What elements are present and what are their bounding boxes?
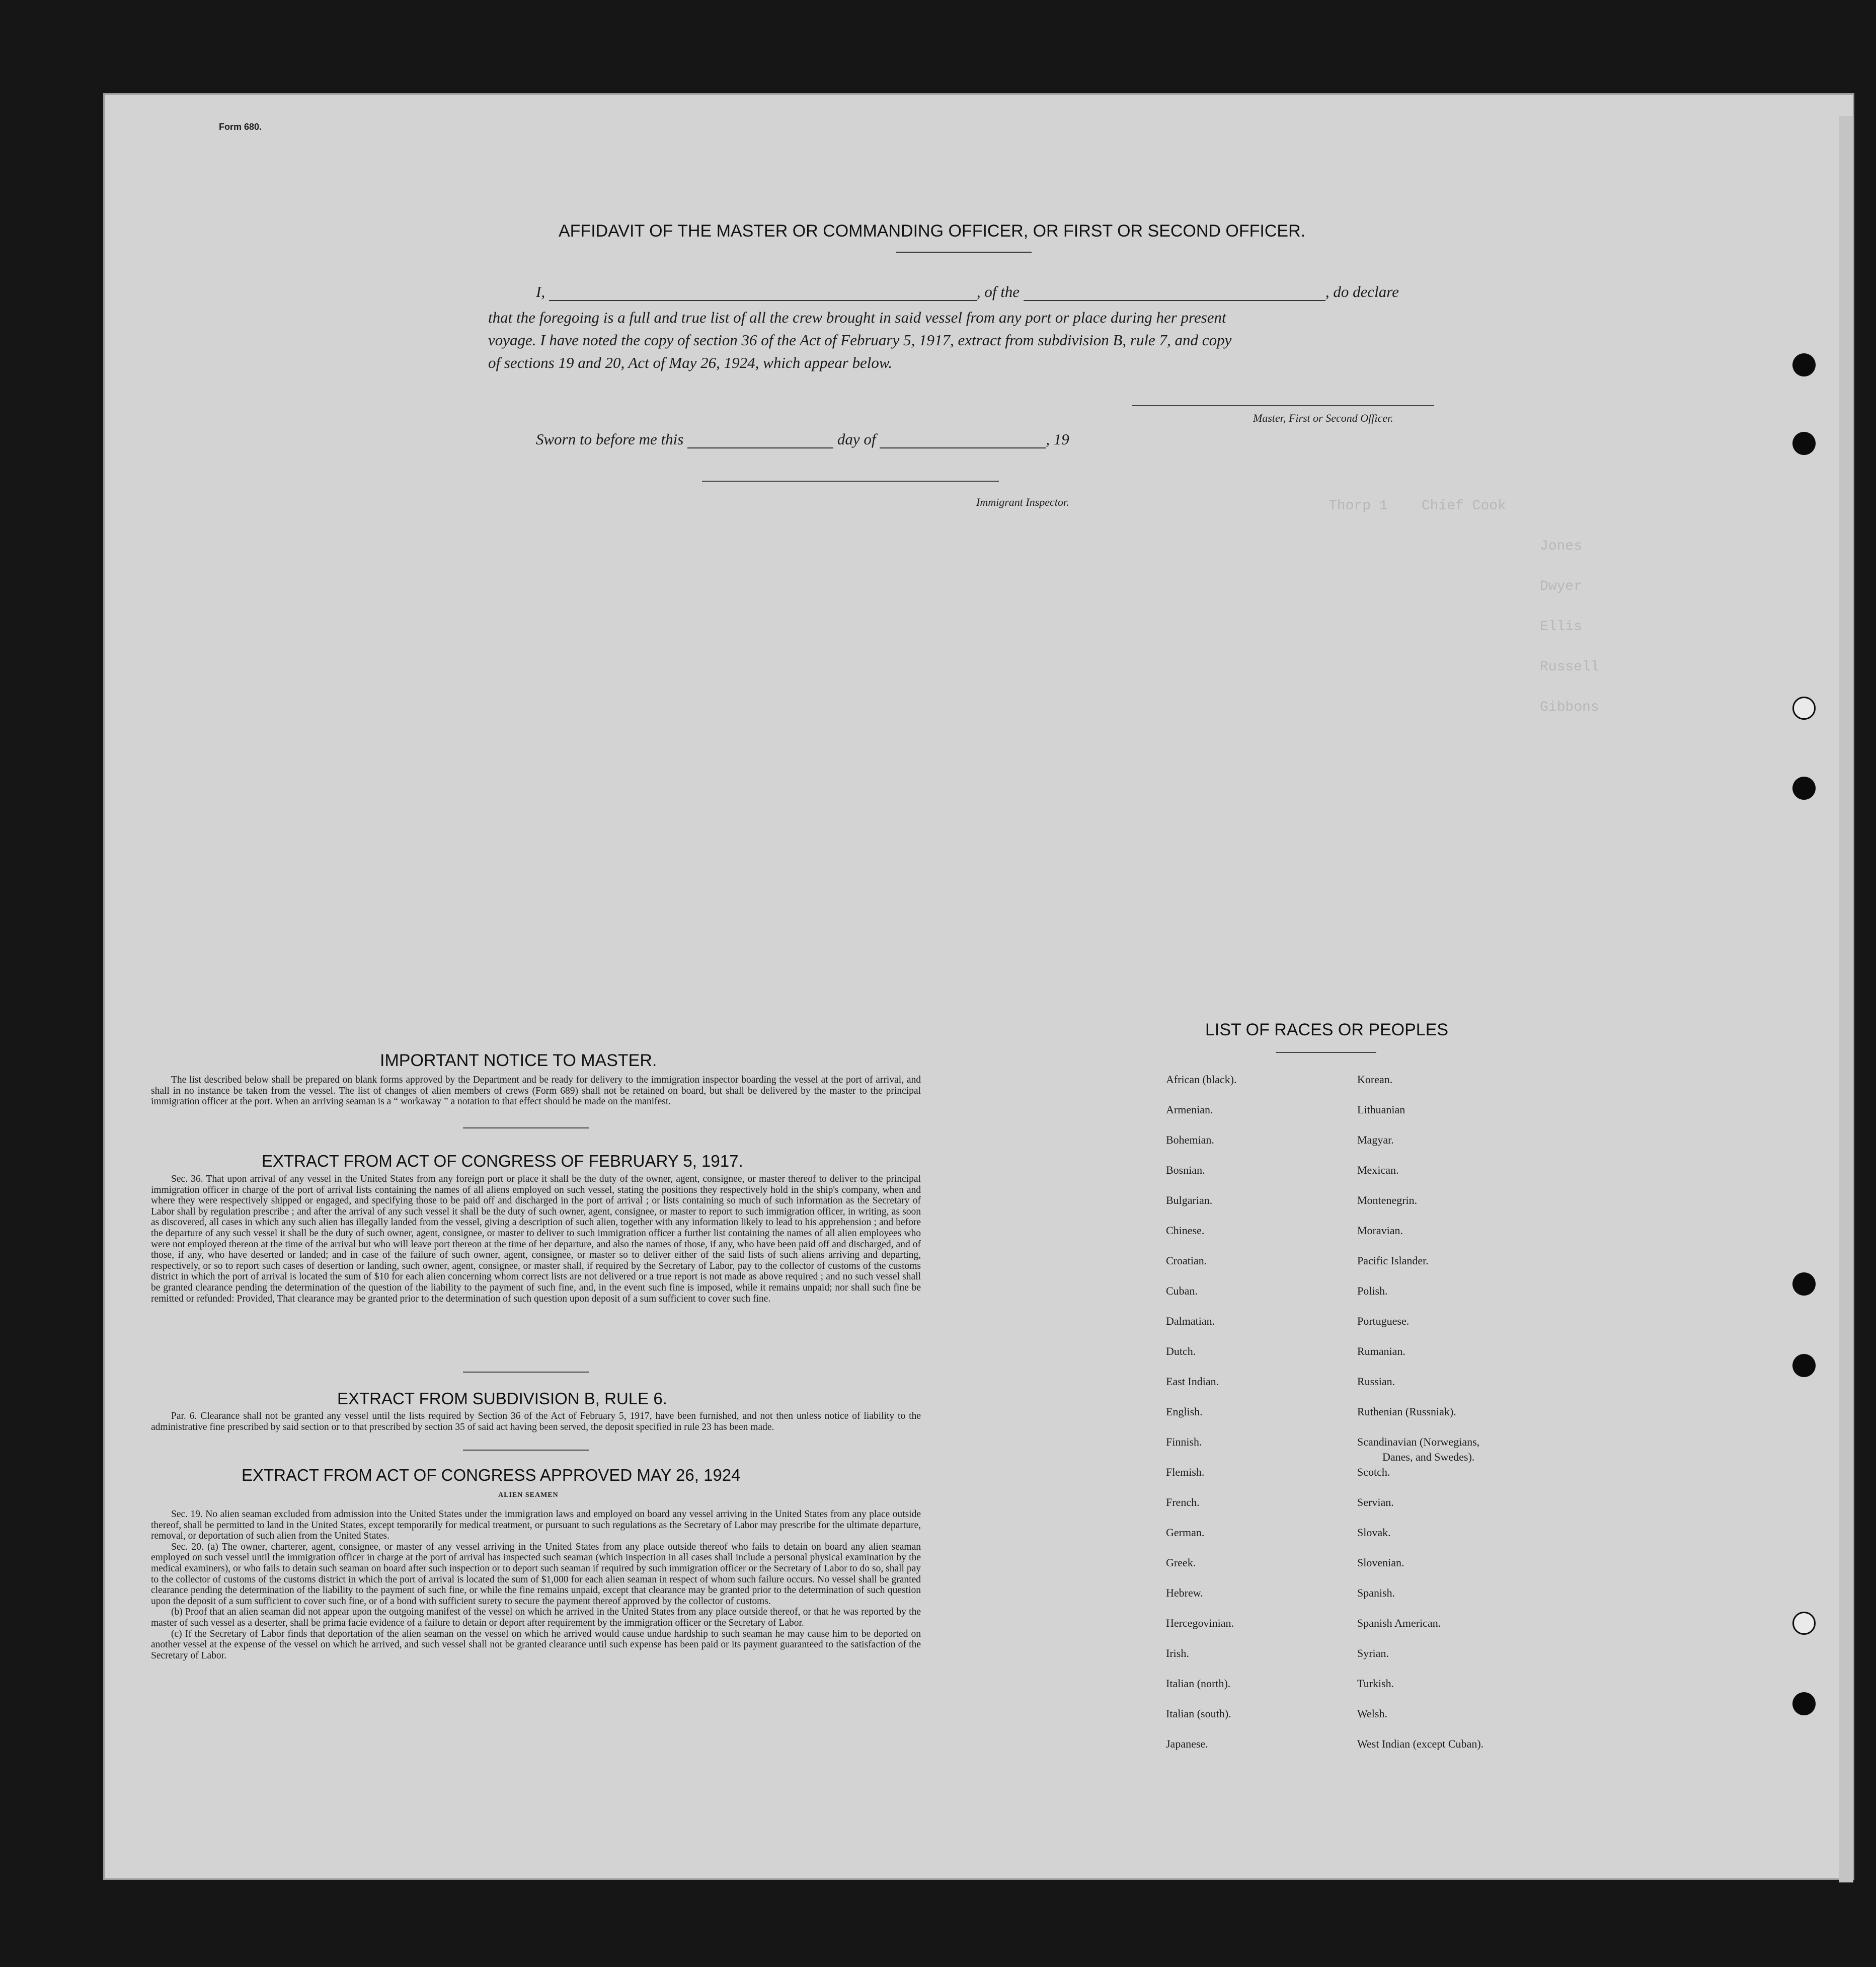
race-item: African (black). xyxy=(1166,1073,1237,1086)
race-item: Bulgarian. xyxy=(1166,1194,1213,1206)
race-item-continuation: Danes, and Swedes). xyxy=(1382,1451,1475,1463)
race-item: Greek. xyxy=(1166,1556,1196,1569)
race-item: West Indian (except Cuban). xyxy=(1357,1737,1484,1750)
race-item: Spanish American. xyxy=(1357,1617,1441,1629)
divider xyxy=(463,1450,589,1451)
race-item: Japanese. xyxy=(1166,1737,1208,1750)
extract-1917-title: EXTRACT FROM ACT OF CONGRESS OF FEBRUARY 5, 1917. xyxy=(262,1152,743,1170)
sworn-day-field[interactable] xyxy=(687,447,833,448)
affidavit-line-4: of sections 19 and 20, Act of May 26, 1924, which appear below. xyxy=(488,354,893,371)
races-left-column xyxy=(1166,1073,1236,1768)
vessel-field[interactable] xyxy=(1024,300,1325,301)
affidavit-of-the: , of the xyxy=(976,283,1020,300)
affidavit-line-3: voyage. I have noted the copy of section 36 of the Act of February 5, 1917, extract from subdivision B, rule 7, and copy xyxy=(488,331,1232,349)
race-item: Magyar. xyxy=(1357,1133,1394,1146)
sec-20b-paragraph: (b) Proof that an alien seaman did not appear upon the outgoing manifest of the vessel on which he arrived in the United States from any place outside thereof, or that he was reported by the master of such vessel as a deserter, shall be prima facie evidence of a failure to detain or deport after requirement by the immigration officer or the Secretary of Labor. xyxy=(151,1607,921,1628)
race-item: Rumanian. xyxy=(1357,1345,1405,1357)
affidavit-line-1 xyxy=(536,283,1399,301)
notice-text xyxy=(151,1075,921,1107)
affidavit-i: I, xyxy=(536,283,545,300)
race-item: Armenian. xyxy=(1166,1103,1213,1116)
binder-hole-icon xyxy=(1792,353,1816,376)
race-item: Italian (south). xyxy=(1166,1707,1231,1720)
race-item: Hercegovinian. xyxy=(1166,1617,1234,1629)
race-item: English. xyxy=(1166,1405,1203,1418)
bleed-through-text: Dwyer xyxy=(1540,579,1583,594)
race-item: Finnish. xyxy=(1166,1435,1202,1448)
race-item: Pacific Islander. xyxy=(1357,1254,1429,1267)
inspector-signature-label: Immigrant Inspector. xyxy=(976,496,1069,508)
race-item: German. xyxy=(1166,1526,1205,1539)
binder-hole-icon xyxy=(1792,777,1816,800)
affidavit-do-declare: , do declare xyxy=(1325,283,1399,300)
race-item: Cuban. xyxy=(1166,1284,1198,1297)
race-item: Korean. xyxy=(1357,1073,1393,1086)
race-item: Scandinavian (Norwegians, xyxy=(1357,1435,1480,1448)
race-item: Slovenian. xyxy=(1357,1556,1404,1569)
affidavit-title: AFFIDAVIT OF THE MASTER OR COMMANDING OFFICER, OR FIRST OR SECOND OFFICER. xyxy=(559,221,1306,241)
race-item: French. xyxy=(1166,1496,1200,1508)
rule6-paragraph: Par. 6. Clearance shall not be granted any vessel until the lists required by Section 36 of the Act of February 5, 1917, have been furnished, and not then unless notice of liability to the administrative fine prescribed by said section or to that prescribed by section 35 of said act having been served, the deposit specified in rule 23 has been made. xyxy=(151,1411,921,1432)
race-item: Servian. xyxy=(1357,1496,1394,1508)
bleed-through-text: Thorp 1 Chief Cook xyxy=(1328,498,1506,514)
form-number: Form 680. xyxy=(219,122,262,132)
race-item: Lithuanian xyxy=(1357,1103,1405,1116)
divider xyxy=(463,1372,589,1373)
sworn-line xyxy=(536,430,1069,448)
extract-rule6-title: EXTRACT FROM SUBDIVISION B, RULE 6. xyxy=(337,1389,667,1408)
sworn-day-of: day of xyxy=(837,430,876,448)
bleed-through-text: Jones xyxy=(1540,539,1583,554)
master-signature-line[interactable] xyxy=(1132,405,1434,406)
race-item: Portuguese. xyxy=(1357,1315,1410,1327)
sworn-prefix: Sworn to before me this xyxy=(536,430,684,448)
race-item: Flemish. xyxy=(1166,1466,1205,1478)
race-item: Syrian. xyxy=(1357,1647,1389,1659)
affidavit-line-2: that the foregoing is a full and true list of all the crew brought in said vessel from any port or place during her present xyxy=(488,309,1226,326)
master-signature-label: Master, First or Second Officer. xyxy=(1253,412,1393,424)
notice-paragraph: The list described below shall be prepared on blank forms approved by the Department and be ready for delivery to the immigration inspector boarding the vessel at the port of arrival, and shall in no instance be taken from the vessel. The list of changes of alien members of crews (Form 689) shall not be retained on board, but shall be delivered by the master to the principal immigration officer at the port. When an arriving seaman is a “ workaway ” a notation to that effect should be made on the manifest. xyxy=(151,1075,921,1107)
race-item: Moravian. xyxy=(1357,1224,1403,1237)
bleed-through-text: Russell xyxy=(1540,659,1599,675)
bleed-through-text: Ellis xyxy=(1540,619,1583,635)
extract-1924-title: EXTRACT FROM ACT OF CONGRESS APPROVED MAY 26, 1924 xyxy=(242,1466,741,1484)
binder-hole-icon xyxy=(1792,697,1816,720)
race-item: Polish. xyxy=(1357,1284,1388,1297)
race-item: Italian (north). xyxy=(1166,1677,1231,1690)
divider xyxy=(463,1127,589,1128)
binder-hole-icon xyxy=(1792,1272,1816,1296)
race-item: Turkish. xyxy=(1357,1677,1394,1690)
race-item: Chinese. xyxy=(1166,1224,1205,1237)
race-item: Slovak. xyxy=(1357,1526,1391,1539)
inspector-signature-line[interactable] xyxy=(702,481,999,482)
race-item: Irish. xyxy=(1166,1647,1189,1659)
extract-rule6-text xyxy=(151,1411,921,1432)
race-item: Welsh. xyxy=(1357,1707,1387,1720)
sec-20c-paragraph: (c) If the Secretary of Labor finds that deportation of the alien seaman on the vessel on which he arrived would cause undue hardship to such seaman he may cause him to be deported on another vessel at the expense of the vessel on which he arrived, and such vessel shall not be granted clearance until such expense has been paid or its payment guaranteed to the satisfaction of the Secretary of Labor. xyxy=(151,1628,921,1661)
bleed-through-text: Gibbons xyxy=(1540,700,1599,715)
binder-hole-icon xyxy=(1792,1612,1816,1635)
extract-1924-subtitle: ALIEN SEAMEN xyxy=(498,1491,559,1499)
name-field[interactable] xyxy=(549,300,977,301)
race-item: Dutch. xyxy=(1166,1345,1196,1357)
race-item: Montenegrin. xyxy=(1357,1194,1418,1206)
sworn-year: , 19 xyxy=(1046,430,1069,448)
page-edge xyxy=(1839,116,1853,1882)
race-item: Croatian. xyxy=(1166,1254,1207,1267)
sec-36-paragraph: Sec. 36. That upon arrival of any vessel in the United States from any foreign port or place it shall be the duty of the owner, agent, consignee, or master thereof to deliver to the principal immigration officer in charge of the port of arrival lists containing the names of all aliens employed on such vessel, stating the positions they respectively hold in the ship's company, when and where they were respectively shipped or engaged, and specifying those to be paid off and discharged in the port of arrival ; or lists containing so much of such information as the Secretary of Labor shall by regulation prescribe ; and after the arrival of any such vessel it shall be the duty of such owner, agent, consignee, or master to report to such immigration officer, in writing, as soon as discovered, all cases in which any such alien has illegally landed from the vessel, giving a description of such alien, together with any information likely to lead to his apprehension ; and before the departure of any such vessel it shall be the duty of such owner, agent, consignee, or master to deliver to such immigration officer a further list containing the names of all alien employees who were not employed thereon at the time of the arrival but who will leave port thereon at the time of her departure, and also the names of those, if any, who have been paid off and discharged, and of those, if any, who have deserted or landed; and in case of the failure of such owner, agent, consignee, or master so to deliver either of the said lists of such aliens arriving and departing, respectively, or so to report such cases of desertion or landing, such owner, agent, consignee, or master shall, if required by the Secretary of Labor, pay to the collector of customs of the customs district in which the port of arrival is located the sum of $10 for each alien concerning whom correct lists are not delivered or a true report is not made as above required ; and no such vessel shall be granted clearance pending the determination of the question of the liability to the payment of such fine, and, in the event such fine is imposed, while it remains unpaid; nor shall such fine be remitted or refunded: Provided, That clearance may be granted prior to the determination of such question upon deposit of a sum sufficient to cover such fine. xyxy=(151,1174,921,1304)
notice-title: IMPORTANT NOTICE TO MASTER. xyxy=(380,1051,657,1070)
binder-hole-icon xyxy=(1792,1692,1816,1715)
sec-20a-paragraph: Sec. 20. (a) The owner, charterer, agent, consignee, or master of any vessel arriving in the United States from any place outside thereof who fails to detain on board any alien seaman employed on such vessel until the immigration officer in charge at the port of arrival has inspected such seaman (which inspection in all cases shall include a personal physical examination by the medical examiners), or who fails to detain such seaman on board after such inspection or to deport such seaman if required by such immigration officer or the Secretary of Labor to do so, shall pay to the collector of customs of the customs district in which the port of arrival is located the sum of $1,000 for each alien seaman in respect of whom such failure occurs. No vessel shall be granted clearance pending the determination of the liability to the payment of such fine, or while the fine remains unpaid, except that clearance may be granted prior to the determination of such question upon the deposit of a sum sufficient to cover such fine, or of a bond with sufficient surety to secure the payment thereof approved by the collector of customs. xyxy=(151,1541,921,1607)
sworn-month-field[interactable] xyxy=(880,447,1046,448)
extract-1924-text xyxy=(151,1509,921,1661)
race-item: East Indian. xyxy=(1166,1375,1219,1388)
divider xyxy=(896,252,1032,253)
race-item: Russian. xyxy=(1357,1375,1395,1388)
binder-hole-icon xyxy=(1792,432,1816,455)
races-title: LIST OF RACES OR PEOPLES xyxy=(1205,1020,1449,1039)
divider xyxy=(1276,1052,1376,1053)
race-item: Scotch. xyxy=(1357,1466,1390,1478)
race-item: Ruthenian (Russniak). xyxy=(1357,1405,1456,1418)
race-item: Dalmatian. xyxy=(1166,1315,1215,1327)
races-right-column xyxy=(1357,1073,1483,1768)
binder-hole-icon xyxy=(1792,1354,1816,1377)
race-item: Hebrew. xyxy=(1166,1586,1203,1599)
race-item: Spanish. xyxy=(1357,1586,1395,1599)
race-item: Bosnian. xyxy=(1166,1164,1205,1176)
race-item: Bohemian. xyxy=(1166,1133,1214,1146)
race-item: Mexican. xyxy=(1357,1164,1399,1176)
sec-19-paragraph: Sec. 19. No alien seaman excluded from admission into the United States under the immigration laws and employed on board any vessel arriving in the United States from any place outside thereof, shall be permitted to land in the United States, except temporarily for medical treatment, or pursuant to such regulations as the Secretary of Labor may prescribe for the ultimate departure, removal, or deportation of such alien from the United States. xyxy=(151,1509,921,1542)
extract-1917-text xyxy=(151,1174,921,1304)
